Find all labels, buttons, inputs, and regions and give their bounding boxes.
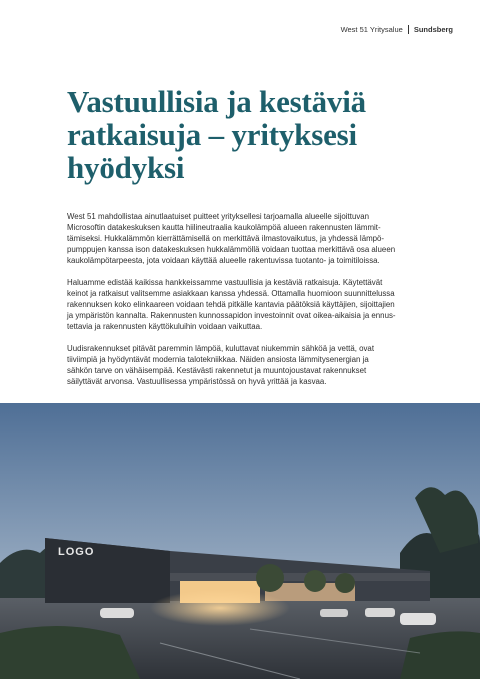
- tree: [304, 570, 326, 592]
- header-divider: [408, 25, 409, 34]
- text-line: säilyttävät arvonsa. Vastuullisessa ympäristössä on hyvä yrittää ja kasvaa.: [67, 377, 327, 387]
- page-title: [67, 85, 427, 184]
- text-line: tettavia ja rakennusten käyttökuluihin voidaan vaikuttaa.: [67, 322, 263, 332]
- title-line: hyödyksi: [67, 150, 185, 185]
- car: [320, 609, 348, 617]
- body-text: [67, 211, 419, 398]
- page-header: [341, 25, 453, 34]
- text-line: kaukolämpötarpeesta, jota voidaan käyttää alueelle rakentuvissa tuotanto- ja toimitiloissa.: [67, 256, 380, 266]
- lawn: [400, 631, 480, 679]
- text-line: pumppujen kanssa ison datakeskuksen hukkalämmöllä voidaan tuottaa merkittävä osa alueen: [67, 245, 396, 255]
- text-line: West 51 mahdollistaa ainutlaatuiset puitteet yrityksellesi tarjoamalla alueelle sijoittuvan: [67, 212, 370, 221]
- text-line: tiiviimpiä ja hyödyntävät modernia talotekniikkaa. Näiden ansiosta lämmitysenergian ja: [67, 355, 369, 365]
- text-line: sähkön tarve on vähäisempää. Kestävästi rakennetut ja muuntojoustavat rakennukset: [67, 366, 367, 376]
- text-line: Microsoftin datakeskuksen kautta hiilineutraalia kaukolämpöä alueen rakennusten lämmit-: [67, 223, 381, 233]
- building-band: [170, 573, 430, 581]
- car: [400, 613, 436, 625]
- text-line: Haluamme edistää kaikissa hankkeissamme vastuullisia ja kestäviä ratkaisuja. Käytettävät: [67, 277, 383, 287]
- text-line: tämiseksi. Hukkalämmön kierrättämisellä on merkittävä ilmastovaikutus, ja yhdessä lämpö-: [67, 234, 385, 244]
- building-rendering-photo: [0, 403, 480, 679]
- building-illustration: [0, 403, 480, 679]
- paragraph-3: [67, 343, 419, 387]
- text-line: rakennuksen koko elinkaareen voidaan tehdä pitkälle kantavia päätöksiä käyttäjien, sijoittajien: [67, 300, 395, 310]
- car: [365, 608, 395, 617]
- brand-name: Sundsberg: [413, 25, 453, 34]
- tree: [256, 564, 284, 592]
- car: [100, 608, 134, 618]
- text-line: Uudisrakennukset pitävät paremmin lämpöä, kuluttavat niukemmin sähköä ja vettä, ovat: [67, 343, 375, 353]
- building-logo: LOGO: [58, 546, 95, 558]
- title-line: ratkaisuja – yrityksesi: [67, 117, 357, 152]
- title-line: Vastuullisia ja kestäviä: [67, 84, 366, 119]
- text-line: keinot ja ratkaisut valitsemme asiakkaan kanssa yhdessä. Ottamalla huomioon suunnittelussa: [67, 289, 395, 299]
- text-line: ja ympäristön kannalta. Rakennusten kunnossapidon investoinnit ovat oikea-aikaisia ja ennus-: [67, 311, 396, 321]
- entrance-glow: [150, 590, 290, 626]
- paragraph-1: [67, 211, 419, 266]
- paragraph-2: [67, 277, 419, 332]
- publication-name: West 51 Yritysalue: [340, 25, 403, 34]
- tree: [335, 573, 355, 593]
